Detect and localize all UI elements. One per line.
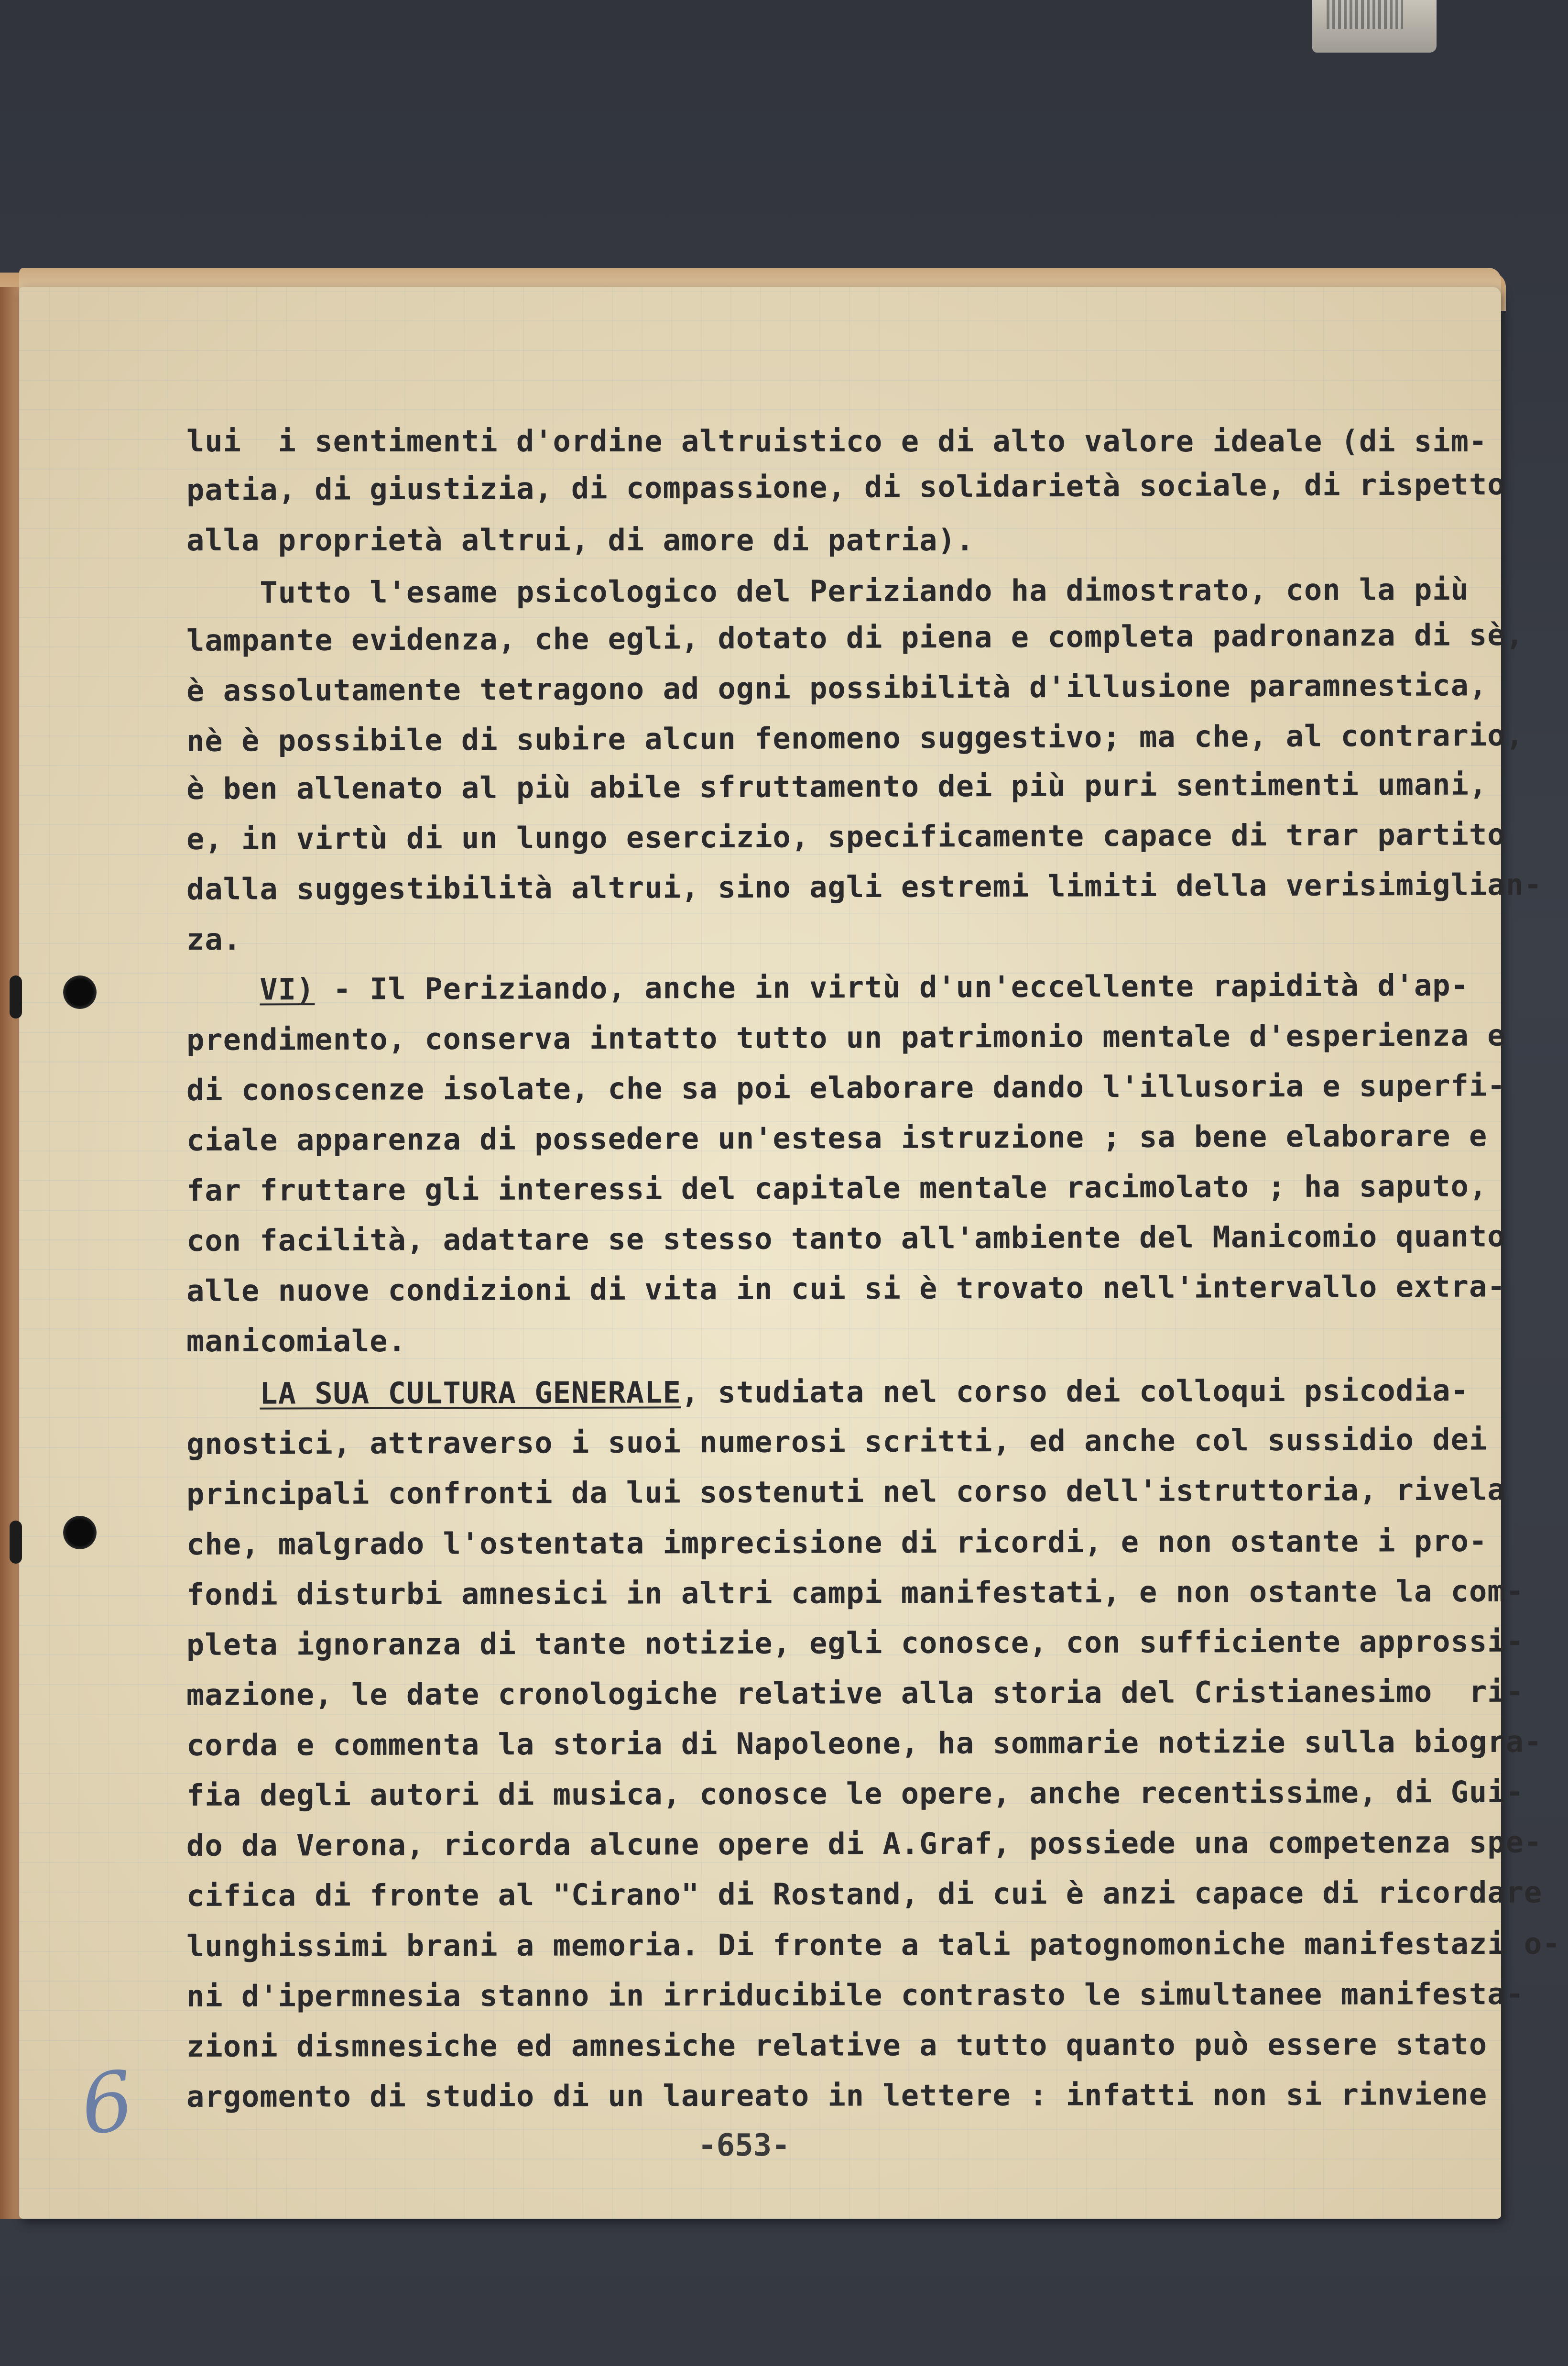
text-line: è ben allenato al più abile sfruttamento dei più puri sentimenti umani, <box>186 767 1488 806</box>
text-line: di conoscenze isolate, che sa poi elaborare dando l'illusoria e superfi- <box>186 1068 1506 1107</box>
text-line: do da Verona, ricorda alcune opere di A.Graf, possiede una competenza spe- <box>186 1824 1543 1863</box>
text-line: cifica di fronte al "Cirano" di Rostand, di cui è anzi capace di ricordare <box>186 1874 1543 1913</box>
text-line: corda e commenta la storia di Napoleone, ha sommarie notizie sulla biogra- <box>186 1724 1543 1763</box>
binder-ring <box>10 975 22 1019</box>
text-line: con facilità, adattare se stesso tanto all'ambiente del Manicomio quanto <box>186 1218 1506 1258</box>
punch-hole <box>63 1516 97 1549</box>
page-number: -653- <box>698 2128 790 2163</box>
text-line: è assolutamente tetragono ad ogni possibilità d'illusione paramnestica, <box>186 668 1488 708</box>
text-line: e, in virtù di un lungo esercizio, specificamente capace di trar partito <box>186 817 1506 856</box>
text-line: alla proprietà altrui, di amore di patria). <box>186 523 975 558</box>
text-line: zioni dismnesiche ed amnesiche relative a tutto quanto può essere stato <box>186 2026 1488 2064</box>
text-line: mazione, le date cronologiche relative alla storia del Cristianesimo ri- <box>186 1674 1524 1712</box>
text-line: Tutto l'esame psicologico del Periziando ha dimostrato, con la più <box>186 571 1469 610</box>
text-line: fondi disturbi amnesici in altri campi manifestati, e non ostante la com- <box>186 1573 1524 1612</box>
underlined-heading: VI) <box>260 972 315 1007</box>
archive-stamp <box>1327 0 1403 29</box>
text-line: alle nuove condizioni di vita in cui si è trovato nell'intervallo extra- <box>186 1269 1506 1308</box>
text-line: ni d'ipermnesia stanno in irriducibile contrasto le simultanee manifesta- <box>186 1976 1524 2014</box>
text-line: far fruttare gli interessi del capitale mentale racimolato ; ha saputo, <box>186 1168 1488 1208</box>
text-line: VI) - Il Periziando, anche in virtù d'un'eccellente rapidità d'ap- <box>260 967 1470 1007</box>
text-line: patia, di giustizia, di compassione, di solidarietà sociale, di rispetto <box>186 466 1506 507</box>
text-line: LA SUA CULTURA GENERALE, studiata nel corso dei colloqui psicodia- <box>260 1372 1470 1411</box>
binder-ring <box>10 1521 22 1564</box>
text-line: argomento di studio di un laureato in lettere : infatti non si rinviene <box>186 2077 1488 2114</box>
handwritten-page-number: 6 <box>75 2053 140 2154</box>
text-line: ciale apparenza di possedere un'estesa istruzione ; sa bene elaborare e <box>186 1118 1488 1158</box>
text-line: fia degli autori di musica, conosce le opere, anche recentissime, di Gui- <box>186 1774 1524 1813</box>
underlined-heading: LA SUA CULTURA GENERALE <box>260 1375 681 1411</box>
text-line: lui i sentimenti d'ordine altruistico e di alto valore ideale (di sim- <box>186 424 1488 459</box>
text-line: che, malgrado l'ostentata imprecisione di ricordi, e non ostante i pro- <box>186 1523 1488 1562</box>
text-line: prendimento, conserva intatto tutto un patrimonio mentale d'esperienza e <box>186 1018 1506 1057</box>
archive-tab <box>1312 0 1437 53</box>
text-line: principali confronti da lui sostenuti nel corso dell'istruttoria, rivela <box>186 1472 1506 1512</box>
text-line: lunghissimi brani a memoria. Di fronte a tali patognomoniche manifestazi o- <box>186 1926 1561 1963</box>
punch-hole <box>63 975 97 1009</box>
text-line: nè è possibile di subire alcun fenomeno suggestivo; ma che, al contrario, <box>186 717 1524 758</box>
text-line: manicomiale. <box>186 1324 406 1358</box>
text-line: pleta ignoranza di tante notizie, egli conosce, con sufficiente approssi- <box>186 1623 1524 1662</box>
text-line: gnostici, attraverso i suoi numerosi scritti, ed anche col sussidio dei <box>186 1422 1488 1461</box>
text-line: lampante evidenza, che egli, dotato di piena e completa padronanza di sè, <box>186 617 1524 658</box>
text-line: dalla suggestibilità altrui, sino agli estremi limiti della verisimiglian- <box>186 867 1543 907</box>
document-page <box>19 287 1561 2219</box>
text-line: za. <box>186 922 241 957</box>
